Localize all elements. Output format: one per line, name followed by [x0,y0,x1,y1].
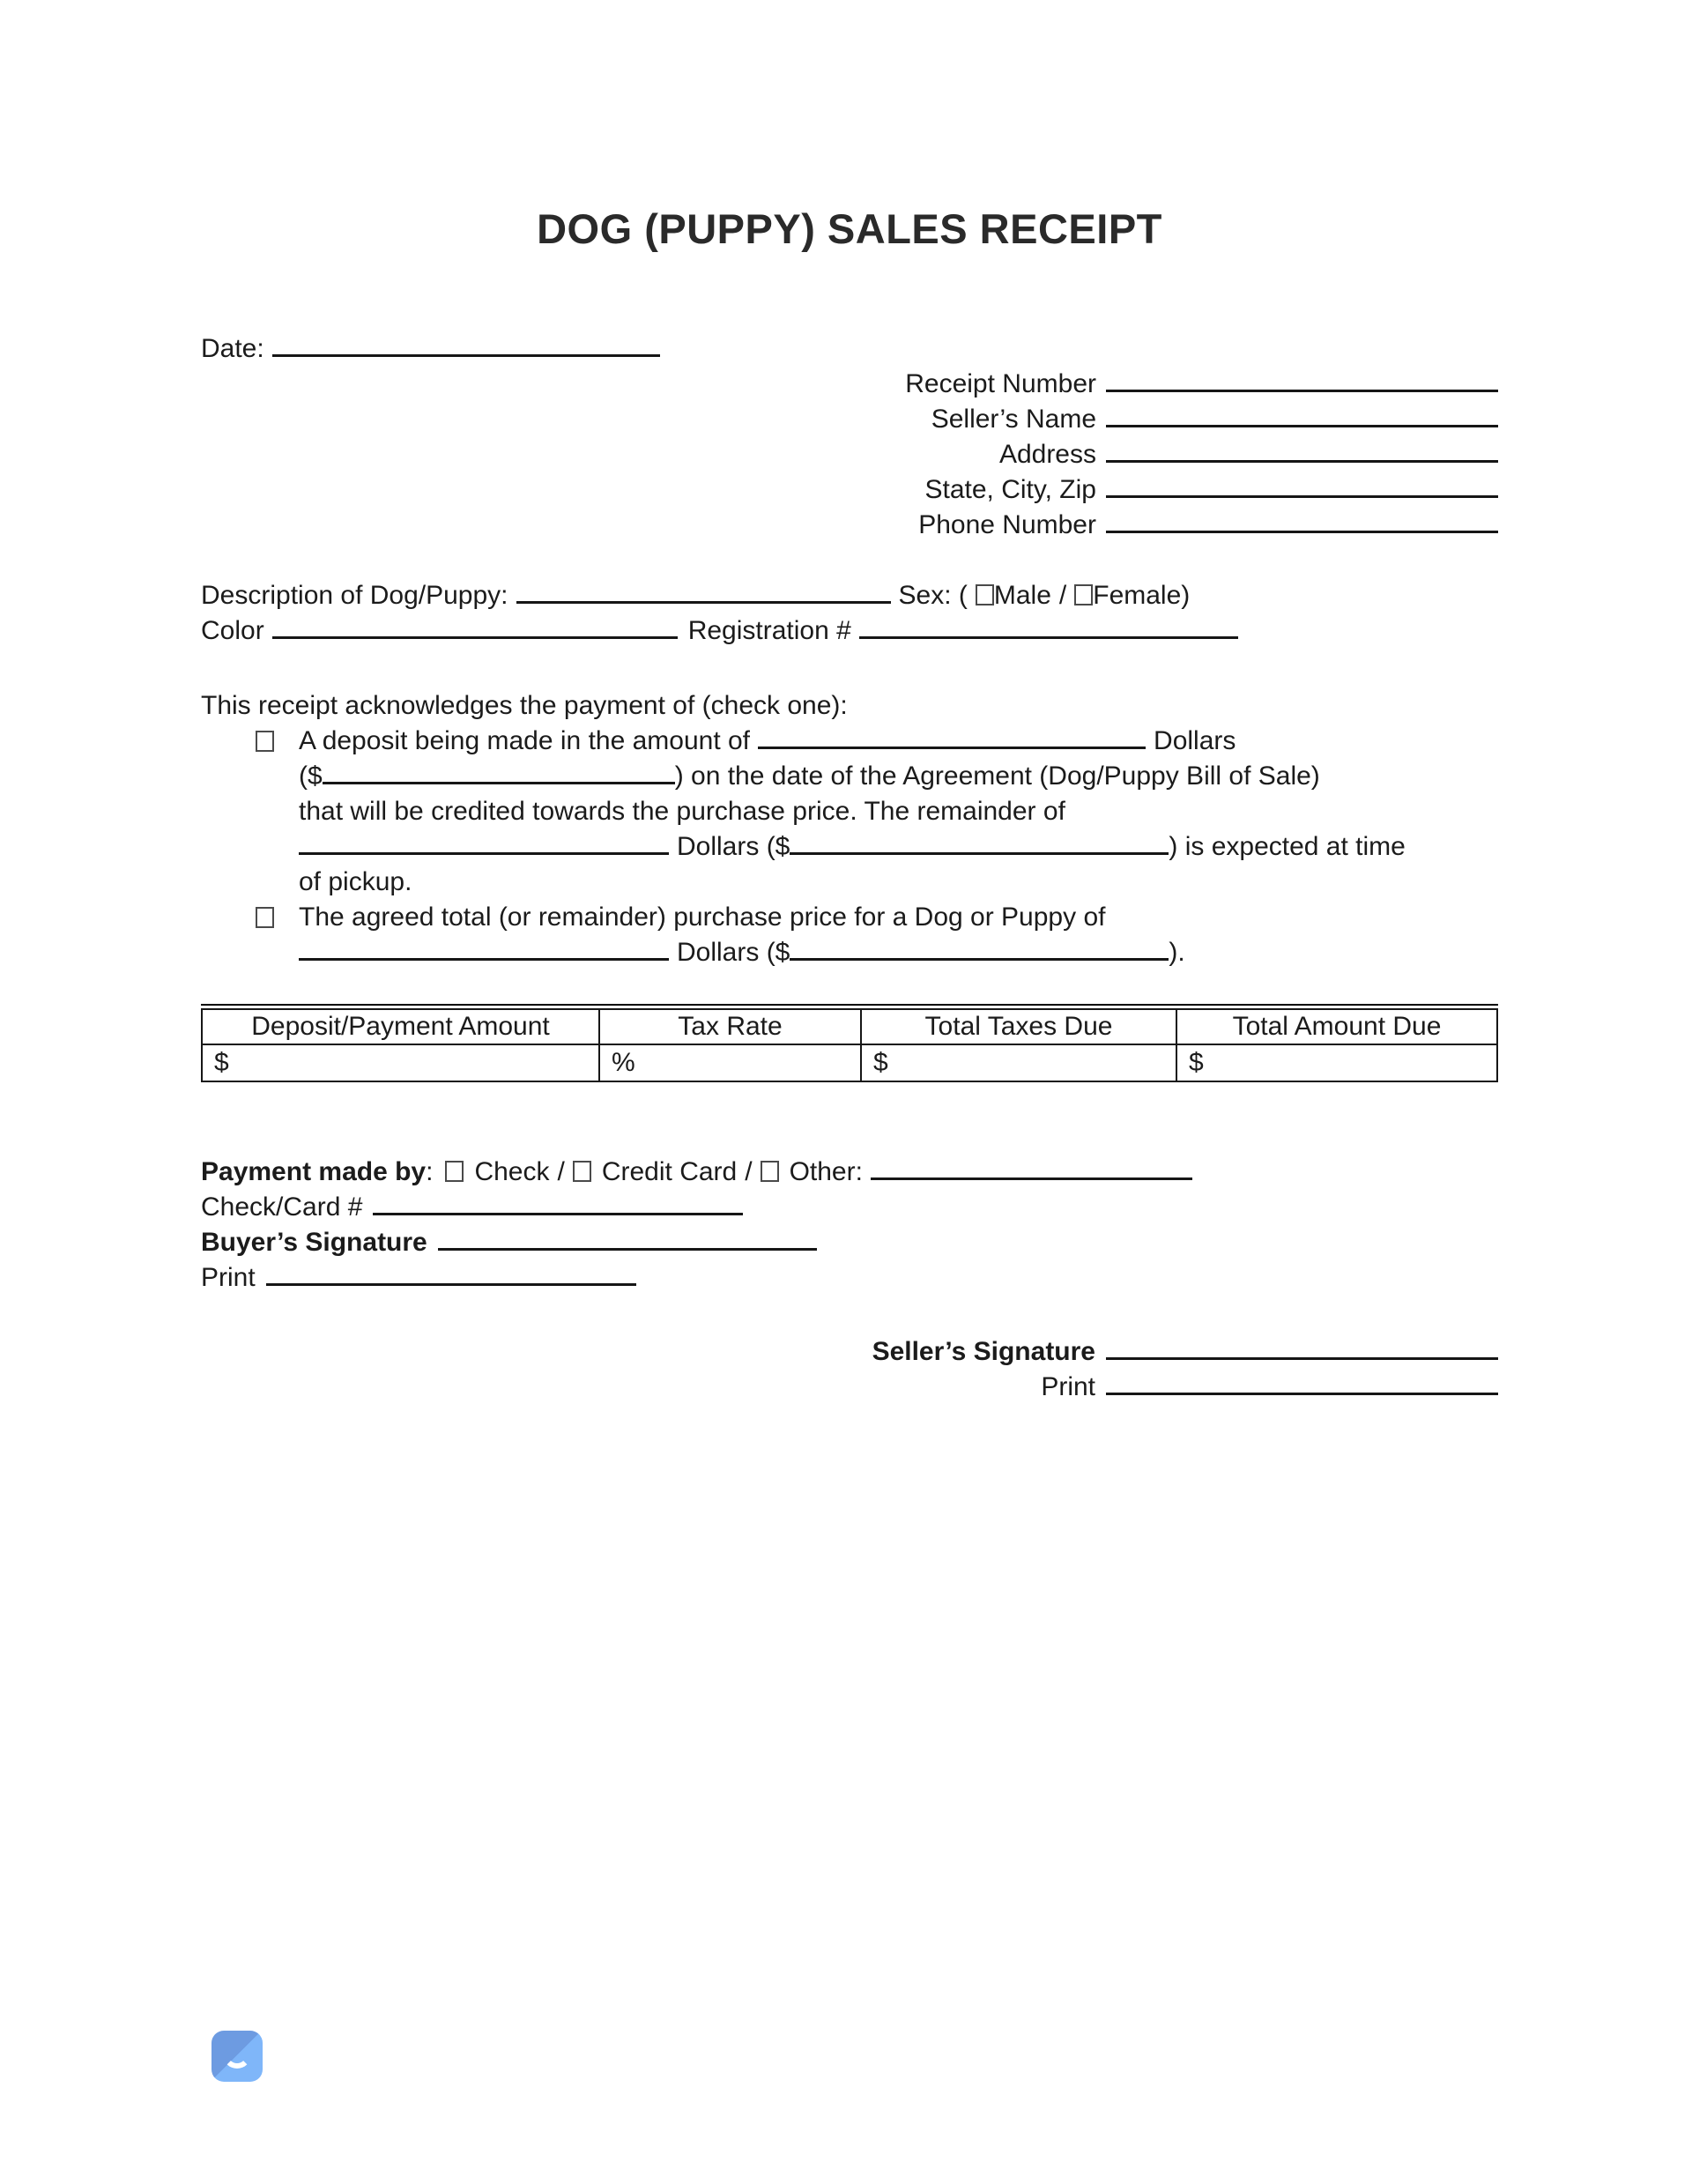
dog-description-block [201,578,1498,649]
deposit-option-text [299,724,1498,900]
date-row [201,331,1498,367]
state-city-zip-row [201,472,1498,508]
address-row [201,437,1498,472]
deposit-line4-post: ) is expected at time [1169,832,1406,861]
total-option-text [299,900,1498,970]
state-city-zip-field-line[interactable] [1106,487,1498,498]
payment-acknowledgement-block [201,688,1498,970]
total-number-line[interactable] [790,949,1169,961]
buyer-print-row [201,1260,1498,1296]
deposit-line-1 [299,724,1498,759]
credit-card-checkbox[interactable] [573,1161,591,1182]
sex-prefix-label: Sex: ( [898,581,968,610]
total-words-line[interactable] [299,949,669,961]
tax-table-value-row [202,1044,1497,1081]
color-field-line[interactable] [272,628,678,639]
check-card-field-line[interactable] [373,1204,743,1215]
header-tax-rate: Tax Rate [599,1009,861,1044]
tax-table [201,1008,1498,1082]
color-label: Color [201,616,264,645]
description-row [201,578,1498,613]
deposit-line4-mid: Dollars ($ [677,832,790,861]
other-checkbox[interactable] [761,1161,779,1182]
acknowledgement-intro: This receipt acknowledges the payment of (check one): [201,691,848,720]
receipt-number-field-line[interactable] [1106,381,1498,392]
deposit-option-item [256,724,1498,900]
buyer-signature-label: Buyer’s Signature [201,1228,427,1257]
seller-print-row [201,1370,1498,1405]
deposit-line-3: that will be credited towards the purchase price. The remainder of [299,797,1065,826]
seller-print-label: Print [1041,1372,1095,1401]
buyer-signature-row [201,1225,1498,1260]
description-field-line[interactable] [516,592,891,604]
buyer-print-line[interactable] [266,1274,636,1286]
other-field-line[interactable] [871,1169,1192,1180]
total-option-checkbox[interactable] [256,907,274,928]
check-card-row [201,1190,1498,1225]
check-checkbox[interactable] [445,1161,464,1182]
payment-method-block [201,1155,1498,1296]
deposit-line2-post: ) on the date of the Agreement (Dog/Puppy Bill of Sale) [674,761,1320,791]
check-card-label: Check/Card # [201,1192,363,1222]
page-title: DOG (PUPPY) SALES RECEIPT [537,205,1162,252]
date-field-line[interactable] [272,345,660,357]
deposit-line-4 [299,829,1498,865]
registration-field-line[interactable] [859,628,1238,639]
seller-signature-row [201,1334,1498,1370]
remainder-words-line[interactable] [299,843,669,855]
total-line-2 [299,935,1498,970]
remainder-number-line[interactable] [790,843,1169,855]
description-label: Description of Dog/Puppy: [201,581,508,610]
phone-number-row [201,508,1498,543]
tax-table-section [201,1004,1498,1082]
header-total-amount-due: Total Amount Due [1176,1009,1497,1044]
seller-name-field-line[interactable] [1106,416,1498,427]
deposit-line-5: of pickup. [299,867,412,896]
total-option-item [256,900,1498,970]
deposit-line2-pre: ($ [299,761,323,791]
check-label: Check [474,1157,550,1186]
deposit-option-checkbox[interactable] [256,731,274,752]
payment-made-by-colon: : [426,1157,434,1186]
address-field-line[interactable] [1106,451,1498,463]
payment-made-by-label: Payment made by [201,1157,427,1186]
seller-signature-label: Seller’s Signature [872,1337,1095,1366]
color-registration-row [201,613,1498,649]
buyer-signature-line[interactable] [438,1239,817,1251]
date-label: Date: [201,334,264,363]
deposit-line-2 [299,759,1498,794]
seller-signature-line[interactable] [1106,1348,1498,1360]
seller-info-block [201,367,1498,543]
payment-sep1: / [557,1157,565,1186]
registration-label: Registration # [687,616,851,645]
credit-card-label: Credit Card [601,1157,738,1186]
seller-print-line[interactable] [1106,1384,1498,1395]
sex-separator: / [1058,581,1067,610]
header-total-taxes-due: Total Taxes Due [861,1009,1176,1044]
deposit-line1-post: Dollars [1154,726,1236,755]
other-label: Other: [789,1157,863,1186]
payment-sep2: / [745,1157,753,1186]
female-checkbox[interactable] [1074,584,1093,605]
payment-made-by-row [201,1155,1498,1190]
state-city-zip-label: State, City, Zip [924,475,1096,504]
male-label: Male [993,581,1051,610]
tax-rate-cell[interactable]: % [599,1044,861,1081]
phone-number-field-line[interactable] [1106,522,1498,533]
header-deposit-payment-amount: Deposit/Payment Amount [202,1009,599,1044]
total-line2-post: ). [1169,938,1185,967]
eforms-smile-logo-icon [212,2031,263,2082]
receipt-number-row [201,367,1498,402]
receipt-number-label: Receipt Number [905,369,1096,398]
seller-name-label: Seller’s Name [931,405,1096,434]
phone-number-label: Phone Number [918,510,1096,539]
smile-icon [223,2040,251,2069]
female-label: Female) [1093,581,1191,610]
address-label: Address [998,440,1096,469]
total-amount-due-cell[interactable]: $ [1176,1044,1497,1081]
deposit-amount-words-line[interactable] [758,738,1146,749]
buyer-print-label: Print [201,1263,256,1292]
deposit-payment-amount-cell[interactable]: $ [202,1044,599,1081]
total-line-1: The agreed total (or remainder) purchase price for a Dog or Puppy of [299,903,1106,932]
male-checkbox[interactable] [976,584,994,605]
tax-table-header-row [202,1009,1497,1044]
deposit-line1-pre: A deposit being made in the amount of [299,726,751,755]
deposit-amount-number-line[interactable] [323,773,675,784]
seller-signature-block [201,1334,1498,1405]
total-line2-mid: Dollars ($ [677,938,790,967]
table-top-rule [201,1004,1498,1006]
seller-name-row [201,402,1498,437]
total-taxes-due-cell[interactable]: $ [861,1044,1176,1081]
